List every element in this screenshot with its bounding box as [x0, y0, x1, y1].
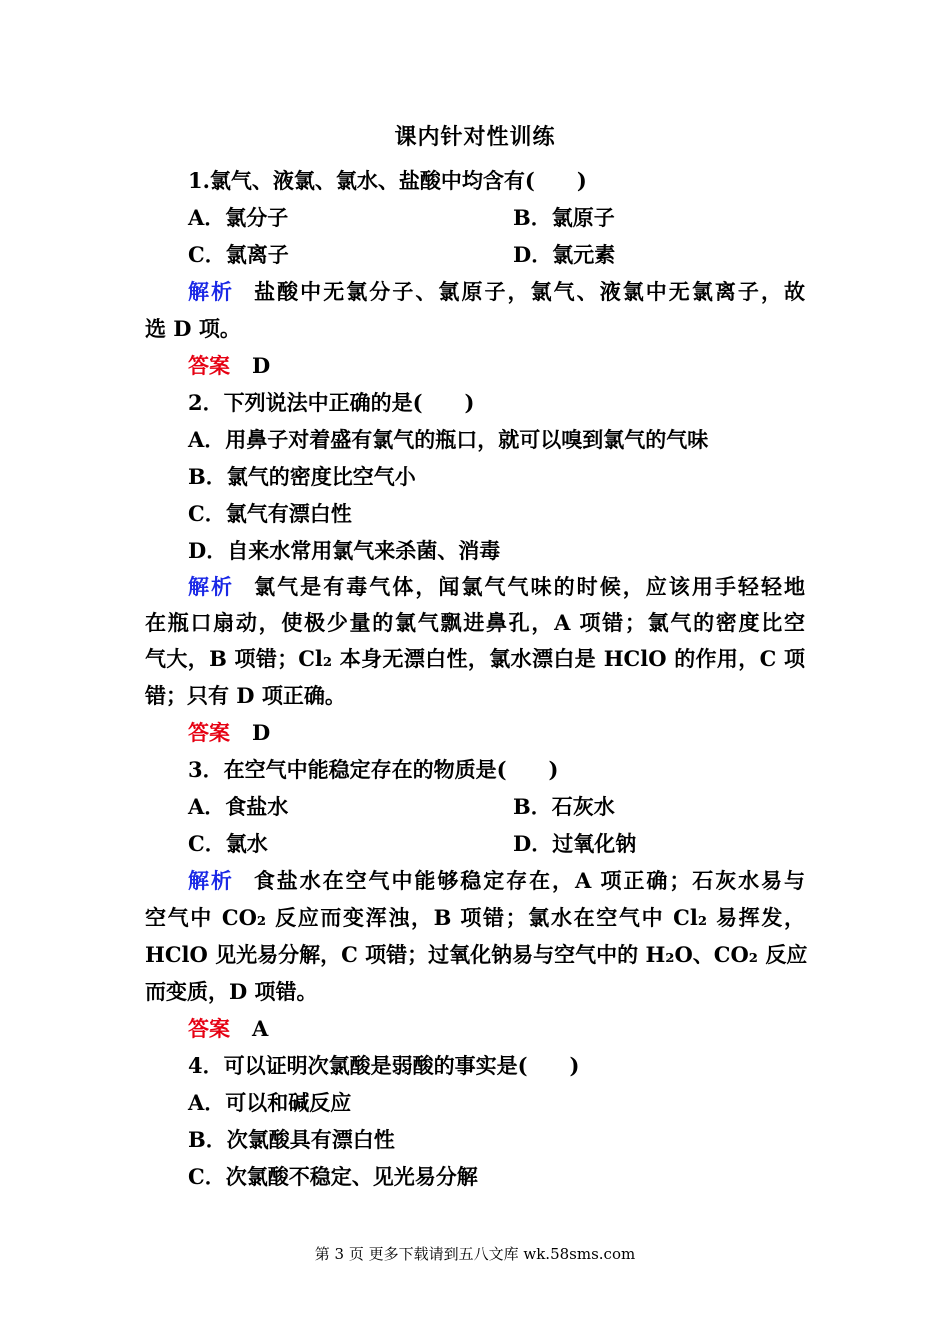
- q2-analysis-line-2: 在瓶口扇动，使极少量的氯气飘进鼻孔，A 项错；氯气的密度比空: [145, 610, 805, 635]
- answer-label: 答案: [188, 720, 230, 745]
- q1-answer: D: [252, 353, 271, 378]
- page-title: 课内针对性训练: [394, 124, 556, 150]
- q1-analysis-line: [188, 277, 805, 307]
- q1-option-d: D．氯元素: [513, 242, 616, 267]
- analysis-label: 解析: [188, 574, 235, 599]
- q3-analysis-line: [188, 866, 805, 896]
- q3-option-c: C．氯水: [188, 831, 268, 856]
- q4-option-c: C．次氯酸不稳定、见光易分解: [188, 1164, 478, 1189]
- q1-answer-line: [188, 351, 270, 381]
- q3-stem: 3．在空气中能稳定存在的物质是( ): [188, 757, 559, 782]
- q3-option-a: A．食盐水: [188, 794, 289, 819]
- answer-label: 答案: [188, 353, 230, 378]
- q1-option-a: A．氯分子: [188, 205, 289, 230]
- q3-option-d: D．过氧化钠: [513, 831, 637, 856]
- q3-answer-line: [188, 1014, 268, 1044]
- q2-option-c: C．氯气有漂白性: [188, 501, 352, 526]
- q2-option-b: B．氯气的密度比空气小: [188, 464, 416, 489]
- q1-stem: 1.氯气、液氯、氯水、盐酸中均含有( ): [188, 168, 587, 193]
- q2-stem: 2．下列说法中正确的是( ): [188, 390, 475, 415]
- q2-analysis-line-4: 错；只有 D 项正确。: [145, 683, 346, 708]
- q2-analysis-line: [188, 572, 805, 602]
- q4-option-b: B．次氯酸具有漂白性: [188, 1127, 395, 1152]
- q3-analysis-text: 食盐水在空气中能够稳定存在，A 项正确；石灰水易与: [253, 868, 805, 893]
- page-footer: 第 3 页 更多下载请到五八文库 wk.58sms.com: [314, 1245, 636, 1263]
- answer-label: 答案: [188, 1016, 230, 1041]
- q1-option-b: B．氯原子: [513, 205, 615, 230]
- analysis-label: 解析: [188, 279, 235, 304]
- q3-option-b: B．石灰水: [513, 794, 615, 819]
- q3-analysis-line-4: 而变质，D 项错。: [145, 979, 318, 1004]
- q4-option-a: A．可以和碱反应: [188, 1090, 352, 1115]
- q2-analysis-text: 氯气是有毒气体，闻氯气气味的时候，应该用手轻轻地: [254, 574, 806, 599]
- q2-answer-line: [188, 718, 270, 748]
- q3-analysis-line-2: 空气中 CO₂ 反应而变浑浊，B 项错；氯水在空气中 Cl₂ 易挥发，: [145, 905, 805, 930]
- q1-analysis-text: 盐酸中无氯分子、氯原子，氯气、液氯中无氯离子，故: [254, 279, 806, 304]
- q2-option-a: A．用鼻子对着盛有氯气的瓶口，就可以嗅到氯气的气味: [188, 427, 709, 452]
- q3-analysis-line-3: HClO 见光易分解，C 项错；过氧化钠易与空气中的 H₂O、CO₂ 反应: [145, 942, 808, 967]
- q3-answer: A: [252, 1016, 269, 1041]
- q1-analysis-line-2: 选 D 项。: [145, 316, 241, 341]
- analysis-label: 解析: [188, 868, 234, 893]
- q2-analysis-line-3: 气大，B 项错；Cl₂ 本身无漂白性，氯水漂白是 HClO 的作用，C 项: [145, 646, 805, 671]
- q2-option-d: D．自来水常用氯气来杀菌、消毒: [188, 538, 501, 563]
- q1-option-c: C．氯离子: [188, 242, 289, 267]
- q2-answer: D: [252, 720, 271, 745]
- q4-stem: 4．可以证明次氯酸是弱酸的事实是( ): [188, 1053, 580, 1078]
